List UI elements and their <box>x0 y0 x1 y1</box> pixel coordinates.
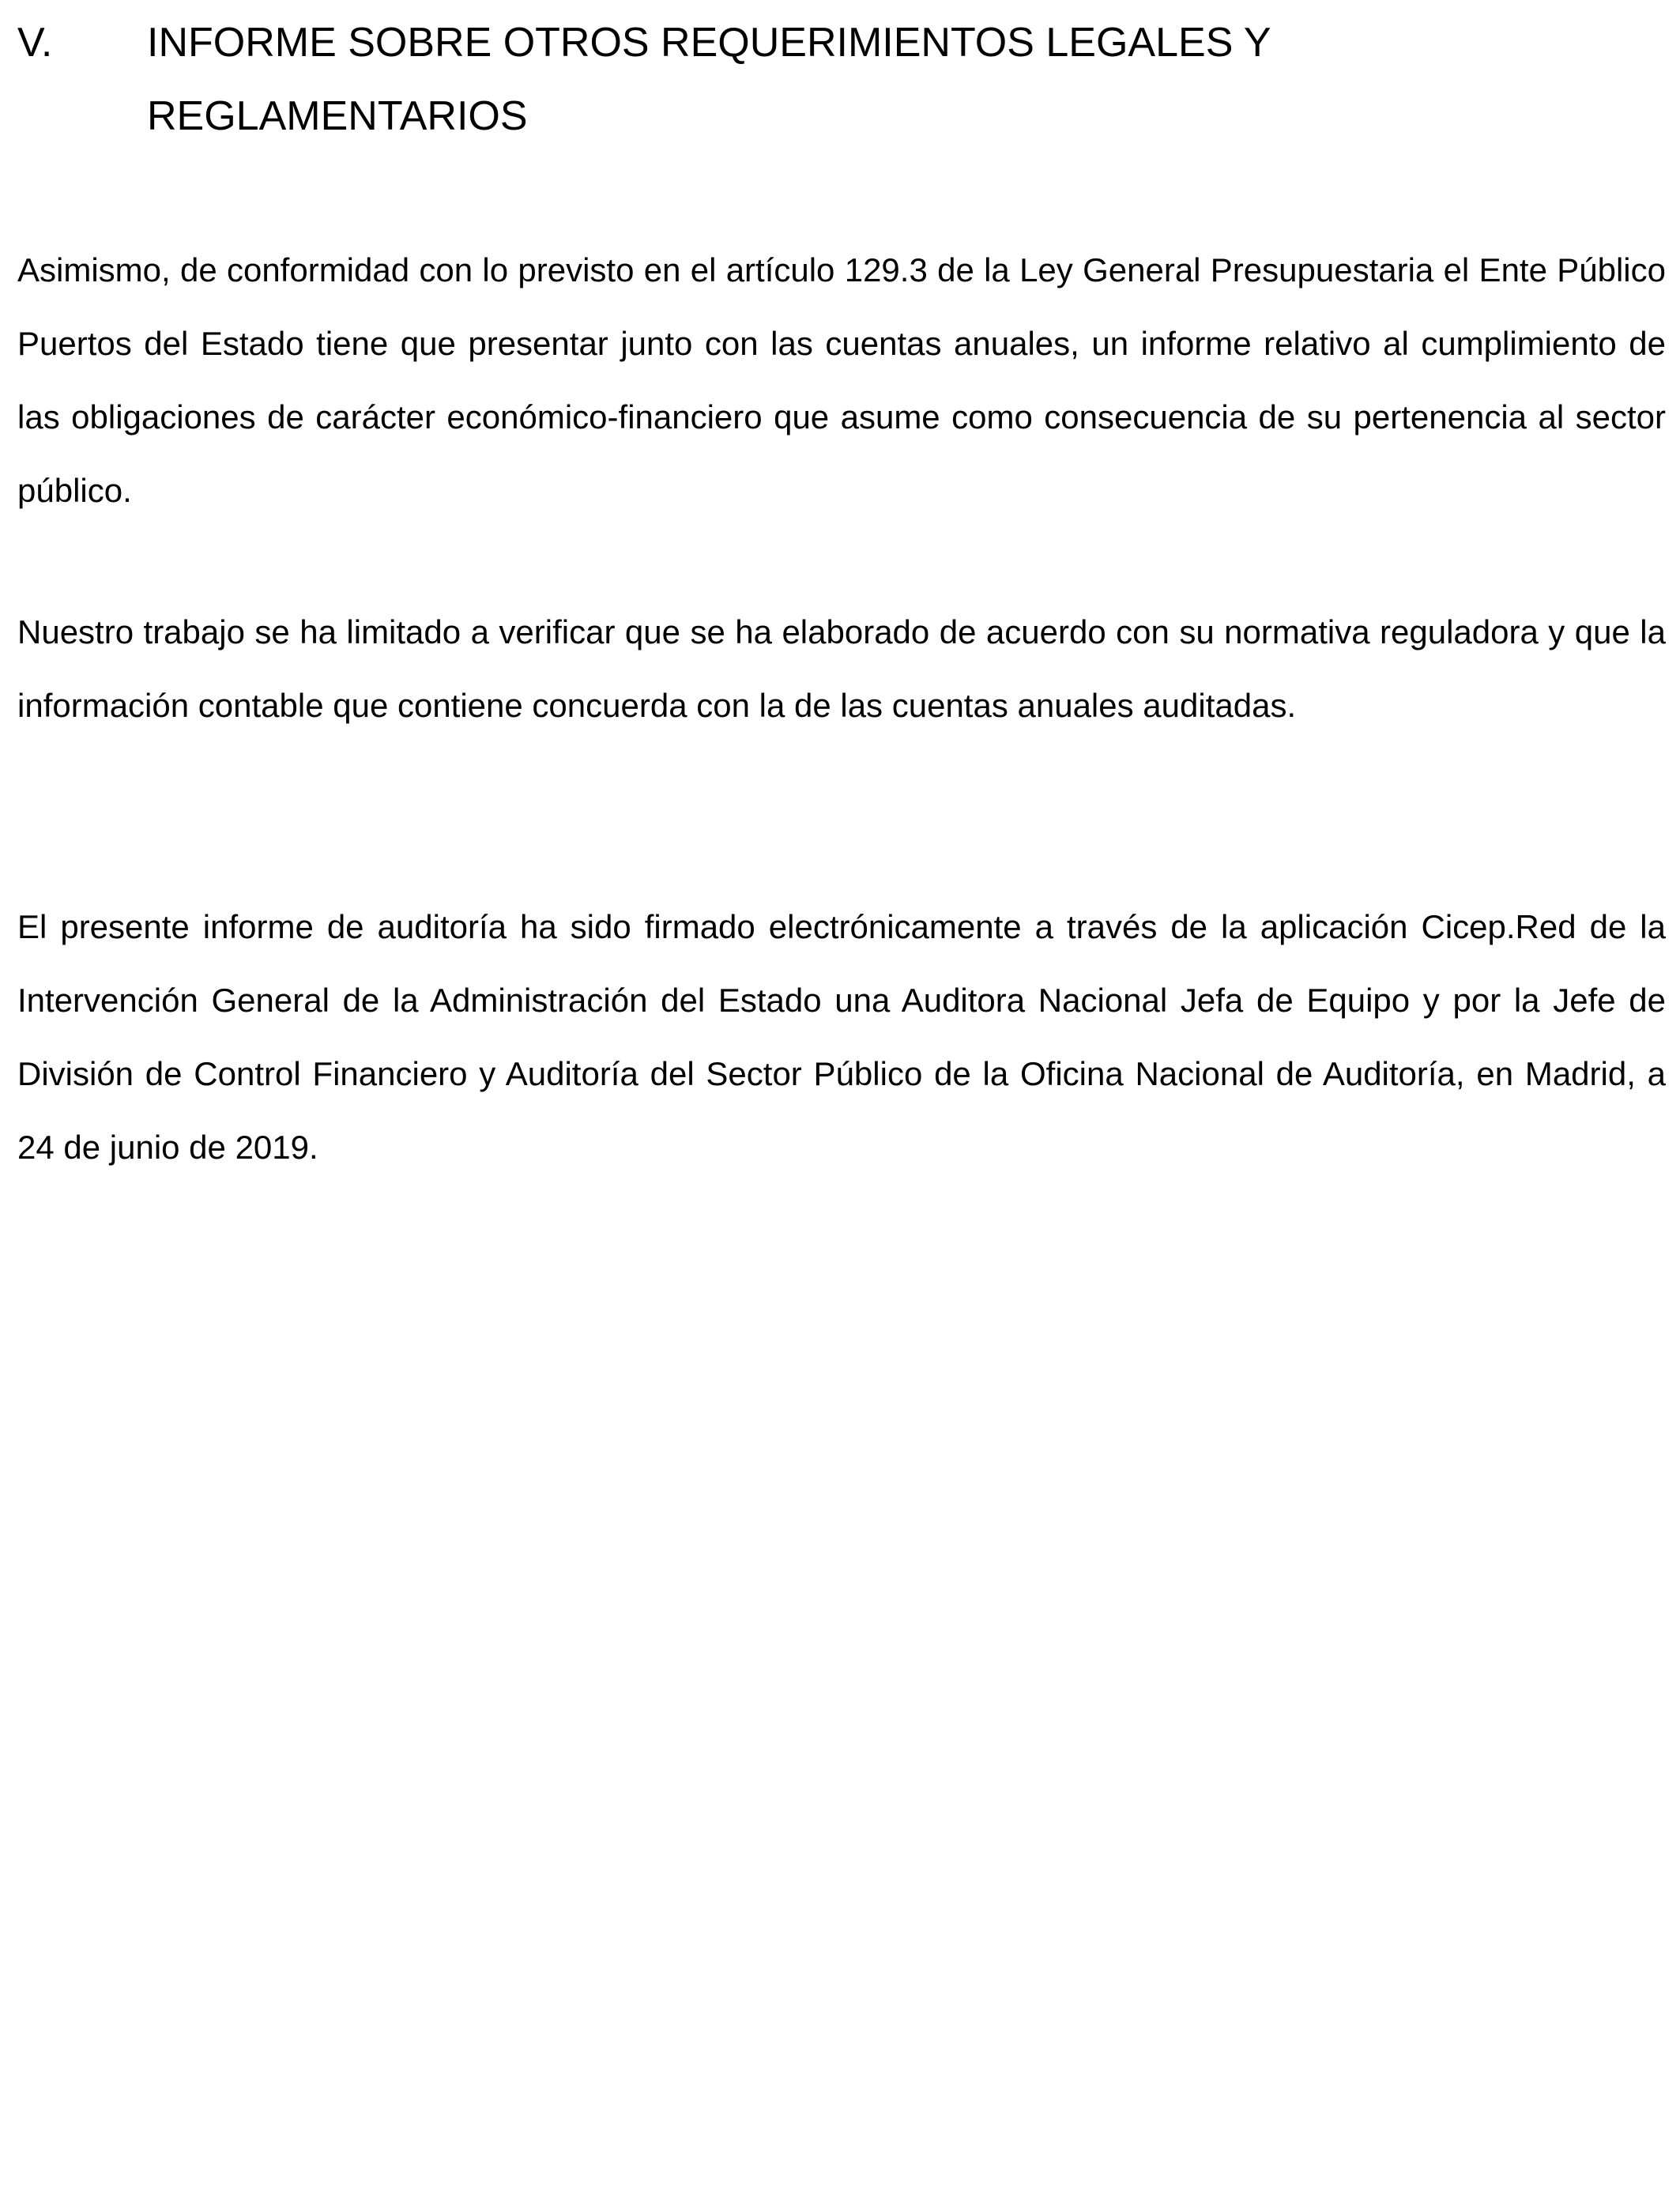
section-title: INFORME SOBRE OTROS REQUERIMIENTOS LEGALES Y REGLAMENTARIOS <box>147 20 1271 139</box>
paragraph-scope-of-work: Nuestro trabajo se ha limitado a verificar que se ha elaborado de acuerdo con su normativa reguladora y que la información contable que contiene concuerda con la de las cuentas anuales auditadas. <box>17 613 1666 724</box>
paragraph-legal-requirements: Asimismo, de conformidad con lo previsto en el artículo 129.3 de la Ley General Presupuestaria el Ente Público Puertos del Estado tiene que presentar junto con las cuentas anuales, un informe relativo al cumplimiento de las obligaciones de carácter económico-financiero que asume como consecuencia de su pertenencia al sector público. <box>17 251 1666 509</box>
section-number: V. <box>17 20 53 66</box>
paragraph-signature-statement: El presente informe de auditoría ha sido firmado electrónicamente a través de la aplicación Cicep.Red de la Intervención General de la Administración del Estado una Auditora Nacional Jefa de Equipo y por la Jefe de División de Control Financiero y Auditoría del Sector Público de la Oficina Nacional de Auditoría, en Madrid, a 24 de junio de 2019. <box>17 908 1666 1166</box>
section-heading <box>17 6 1661 153</box>
